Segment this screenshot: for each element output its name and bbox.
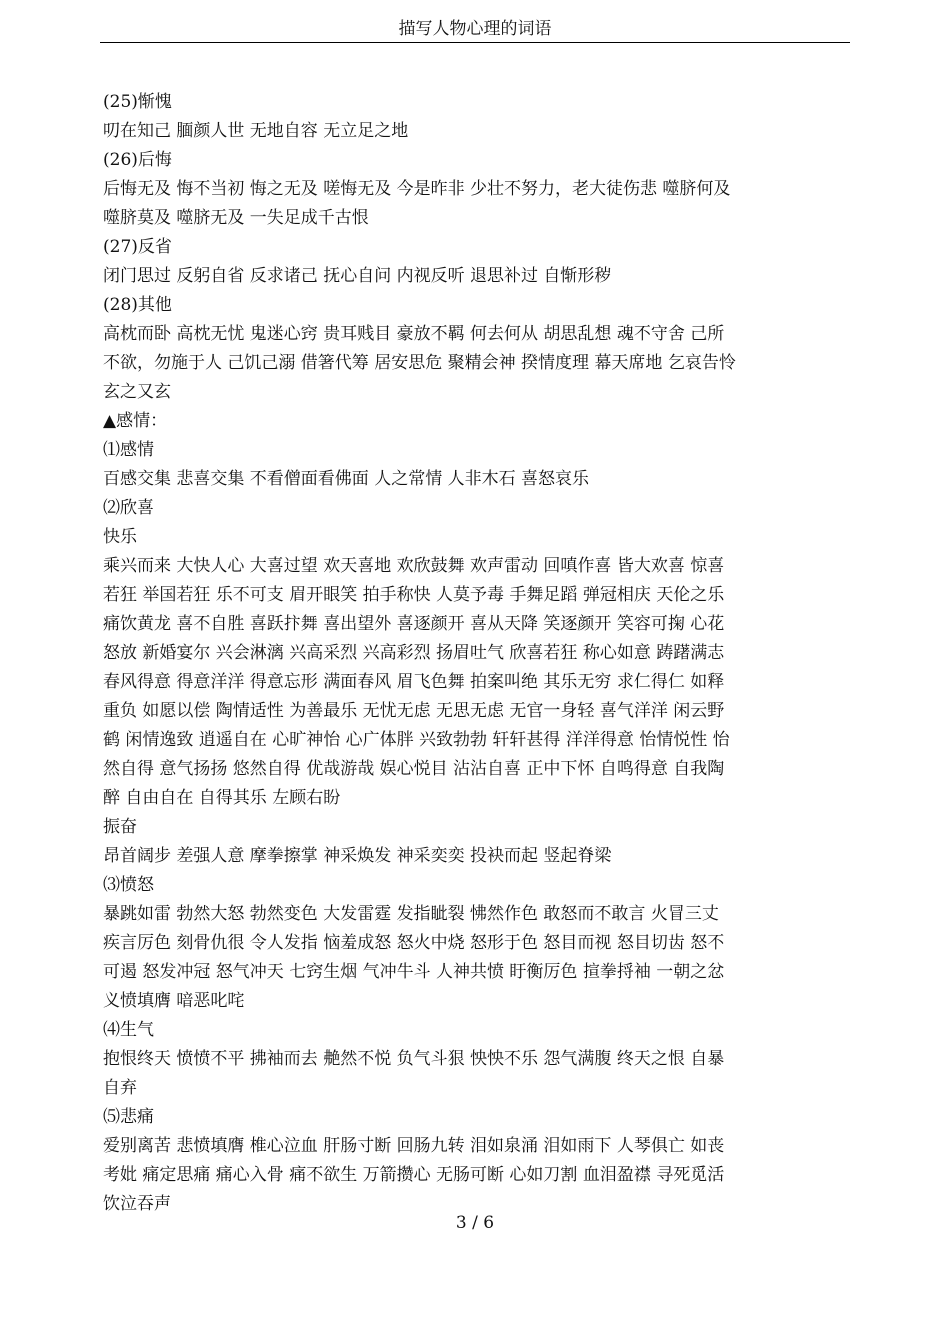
text-line: 乘兴而来 大快人心 大喜过望 欢天喜地 欢欣鼓舞 欢声雷动 回嗔作喜 皆大欢喜 惊喜 — [103, 556, 725, 576]
text-line: 鹤 闲情逸致 逍遥自在 心旷神怡 心广体胖 兴致勃勃 轩轩甚得 洋洋得意 怡情悦性 怡 — [103, 730, 730, 750]
text-line: ⑶愤怒 — [103, 875, 154, 895]
text-line: (25)惭愧 — [103, 92, 172, 112]
text-line: 振奋 — [103, 817, 137, 837]
text-line: 饮泣吞声 — [103, 1194, 171, 1214]
text-line: 闭门思过 反躬自省 反求诸己 抚心自问 内视反听 退思补过 自惭形秽 — [103, 266, 612, 286]
text-line: (27)反省 — [103, 237, 172, 257]
text-line: 后悔无及 悔不当初 悔之无及 嗟悔无及 今是昨非 少壮不努力，老大徒伤悲 噬脐何及 — [103, 179, 731, 199]
text-line: ⑵欣喜 — [103, 498, 154, 518]
text-line: (26)后悔 — [103, 150, 172, 170]
page-header-title: 描写人物心理的词语 — [398, 19, 552, 39]
text-line: 考妣 痛定思痛 痛心入骨 痛不欲生 万箭攒心 无肠可断 心如刀割 血泪盈襟 寻死觅活 — [103, 1165, 725, 1185]
text-line: 醉 自由自在 自得其乐 左顾右盼 — [103, 788, 341, 808]
text-line: 痛饮黄龙 喜不自胜 喜跃抃舞 喜出望外 喜逐颜开 喜从天降 笑逐颜开 笑容可掬 心花 — [103, 614, 725, 634]
text-line: 快乐 — [103, 527, 137, 547]
header-divider — [100, 42, 850, 43]
text-line: ⑴感情 — [103, 440, 154, 460]
text-line: 百感交集 悲喜交集 不看僧面看佛面 人之常情 人非木石 喜怒哀乐 — [103, 469, 590, 489]
text-line: ▲感情： — [103, 411, 168, 431]
text-line: 若狂 举国若狂 乐不可支 眉开眼笑 拍手称快 人莫予毒 手舞足蹈 弹冠相庆 天伦之乐 — [103, 585, 725, 605]
text-line: 爱别离苦 悲愤填膺 椎心泣血 肝肠寸断 回肠九转 泪如泉涌 泪如雨下 人琴俱亡 如丧 — [103, 1136, 725, 1156]
text-line: 玄之又玄 — [103, 382, 171, 402]
text-line: ⑸悲痛 — [103, 1107, 154, 1127]
text-line: 春风得意 得意洋洋 得意忘形 满面春风 眉飞色舞 拍案叫绝 其乐无穷 求仁得仁 如释 — [103, 672, 725, 692]
page-number: 3 / 6 — [455, 1213, 495, 1233]
text-line: ⑷生气 — [103, 1020, 154, 1040]
text-line: 高枕而卧 高枕无忧 鬼迷心窍 贵耳贱目 豪放不羁 何去何从 胡思乱想 魂不守舍 己所 — [103, 324, 725, 344]
text-line: (28)其他 — [103, 295, 172, 315]
text-line: 怒放 新婚宴尔 兴会淋漓 兴高采烈 兴高彩烈 扬眉吐气 欣喜若狂 称心如意 踌躇满志 — [103, 643, 725, 663]
text-line: 不欲，勿施于人 己饥己溺 借箸代筹 居安思危 聚精会神 揆情度理 幕天席地 乞哀告怜 — [103, 353, 736, 373]
text-line: 义愤填膺 喑恶叱咤 — [103, 991, 245, 1011]
text-line: 然自得 意气扬扬 悠然自得 优哉游哉 娱心悦目 沾沾自喜 正中下怀 自鸣得意 自我陶 — [103, 759, 725, 779]
text-line: 重负 如愿以偿 陶情适性 为善最乐 无忧无虑 无思无虑 无官一身轻 喜气洋洋 闲云野 — [103, 701, 725, 721]
text-line: 可遏 怒发冲冠 怒气冲天 七窍生烟 气冲牛斗 人神共愤 盱衡厉色 揎拳捋袖 一朝之忿 — [103, 962, 725, 982]
text-line: 疾言厉色 刻骨仇很 令人发指 恼羞成怒 怒火中烧 怒形于色 怒目而视 怒目切齿 怒不 — [103, 933, 725, 953]
document-body — [103, 88, 850, 1219]
text-line: 自弃 — [103, 1078, 137, 1098]
text-line: 叨在知己 腼颜人世 无地自容 无立足之地 — [103, 121, 409, 141]
text-line: 抱恨终天 愤愤不平 拂袖而去 艴然不悦 负气斗狠 怏怏不乐 怨气满腹 终天之恨 自暴 — [103, 1049, 725, 1069]
text-line: 噬脐莫及 噬脐无及 一失足成千古恨 — [103, 208, 369, 228]
text-line: 昂首阔步 差强人意 摩拳擦掌 神采焕发 神采奕奕 投袂而起 竖起脊梁 — [103, 846, 612, 866]
text-line: 暴跳如雷 勃然大怒 勃然变色 大发雷霆 发指眦裂 怫然作色 敢怒而不敢言 火冒三丈 — [103, 904, 719, 924]
